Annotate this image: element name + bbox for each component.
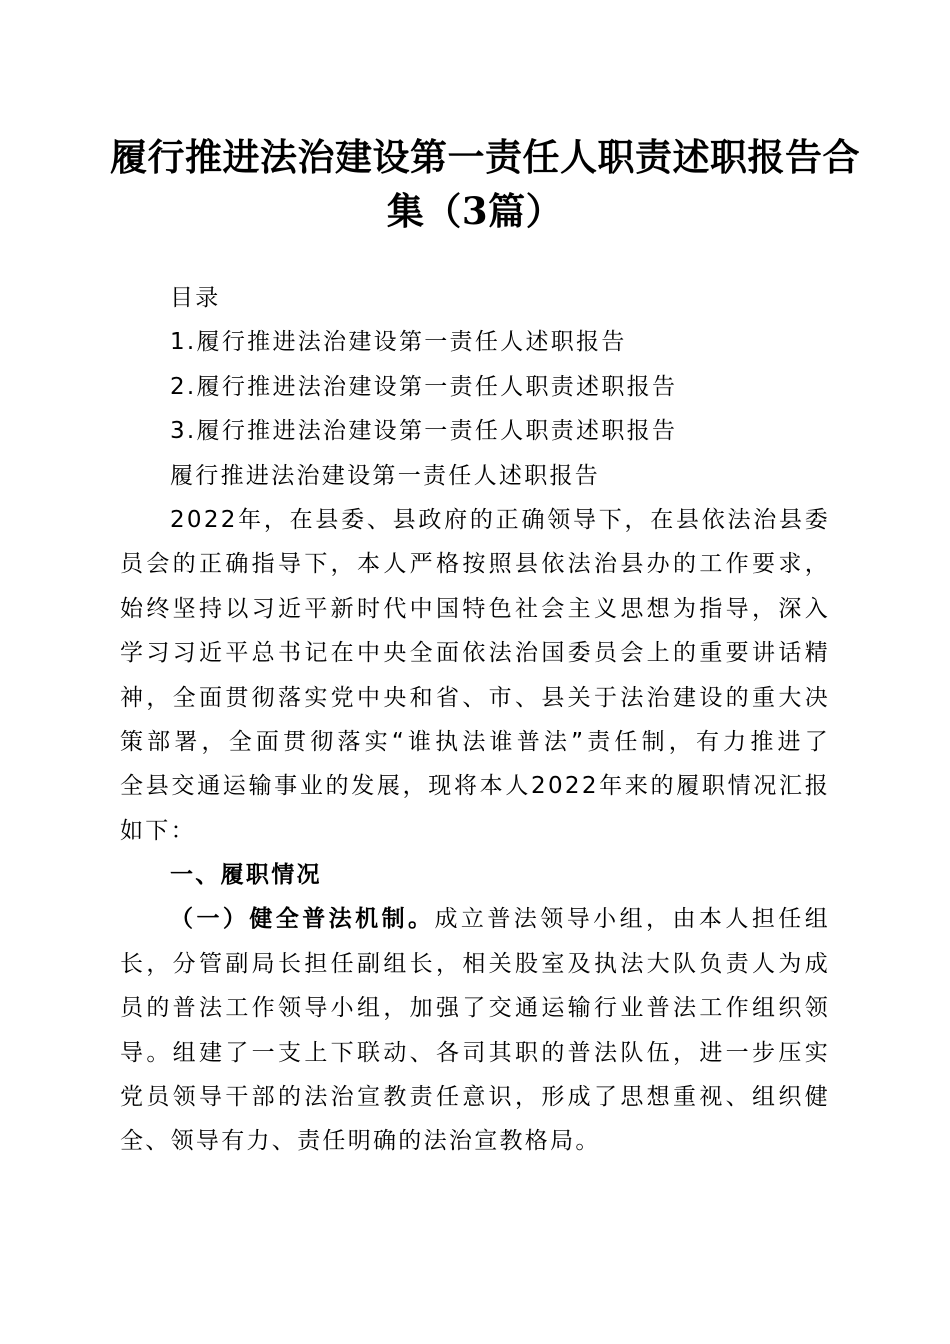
title-line-2: 集（3篇） (386, 189, 564, 233)
intro-line-5: 神，全面贯彻落实党中央和省、市、县关于法治建设的重大决 (120, 684, 830, 711)
item1-line-6: 全、领导有力、责任明确的法治宣教格局。 (120, 1128, 601, 1155)
intro-line-3: 始终坚持以习近平新时代中国特色社会主义思想为指导，深入 (120, 595, 830, 622)
document-title (110, 130, 860, 238)
intro-line-7: 全县交通运输事业的发展，现将本人2022年来的履职情况汇报 (120, 773, 830, 800)
intro-line-6: 策部署，全面贯彻落实“谁执法谁普法”责任制，有力推进了 (120, 728, 830, 755)
intro-line-8: 如下： (120, 817, 196, 844)
item1-line-5: 党员领导干部的法治宣教责任意识，形成了思想重视、组织健 (120, 1084, 830, 1111)
title-line-1: 履行推进法治建设第一责任人职责述职报告合 (110, 135, 860, 179)
toc-item-3: 3.履行推进法治建设第一责任人职责述职报告 (170, 418, 678, 445)
intro-line-4: 学习习近平总书记在中央全面依法治国委员会上的重要讲话精 (120, 640, 830, 667)
toc-item-1: 1.履行推进法治建设第一责任人述职报告 (170, 329, 627, 356)
document-body (120, 276, 830, 1164)
item1-line-1 (120, 897, 830, 941)
intro-line-1: 2022年，在县委、县政府的正确领导下，在县依法治县委 (170, 506, 830, 533)
item1-line-2: 长，分管副局长担任副组长，相关股室及执法大队负责人为成 (120, 950, 830, 977)
item1-line-1-text: 成立普法领导小组，由本人担任组 (434, 906, 830, 933)
section-heading-1: 一、履职情况 (170, 862, 322, 889)
toc-item-2: 2.履行推进法治建设第一责任人职责述职报告 (170, 373, 678, 400)
item1-line-3: 员的普法工作领导小组，加强了交通运输行业普法工作组织领 (120, 995, 830, 1022)
intro-line-2: 员会的正确指导下，本人严格按照县依法治县办的工作要求， (120, 551, 830, 578)
report-subtitle: 履行推进法治建设第一责任人述职报告 (170, 462, 601, 489)
item1-line-4: 导。组建了一支上下联动、各司其职的普法队伍，进一步压实 (120, 1039, 830, 1066)
item1-heading: （一）健全普法机制。 (170, 906, 435, 933)
toc-label: 目录 (170, 285, 221, 311)
